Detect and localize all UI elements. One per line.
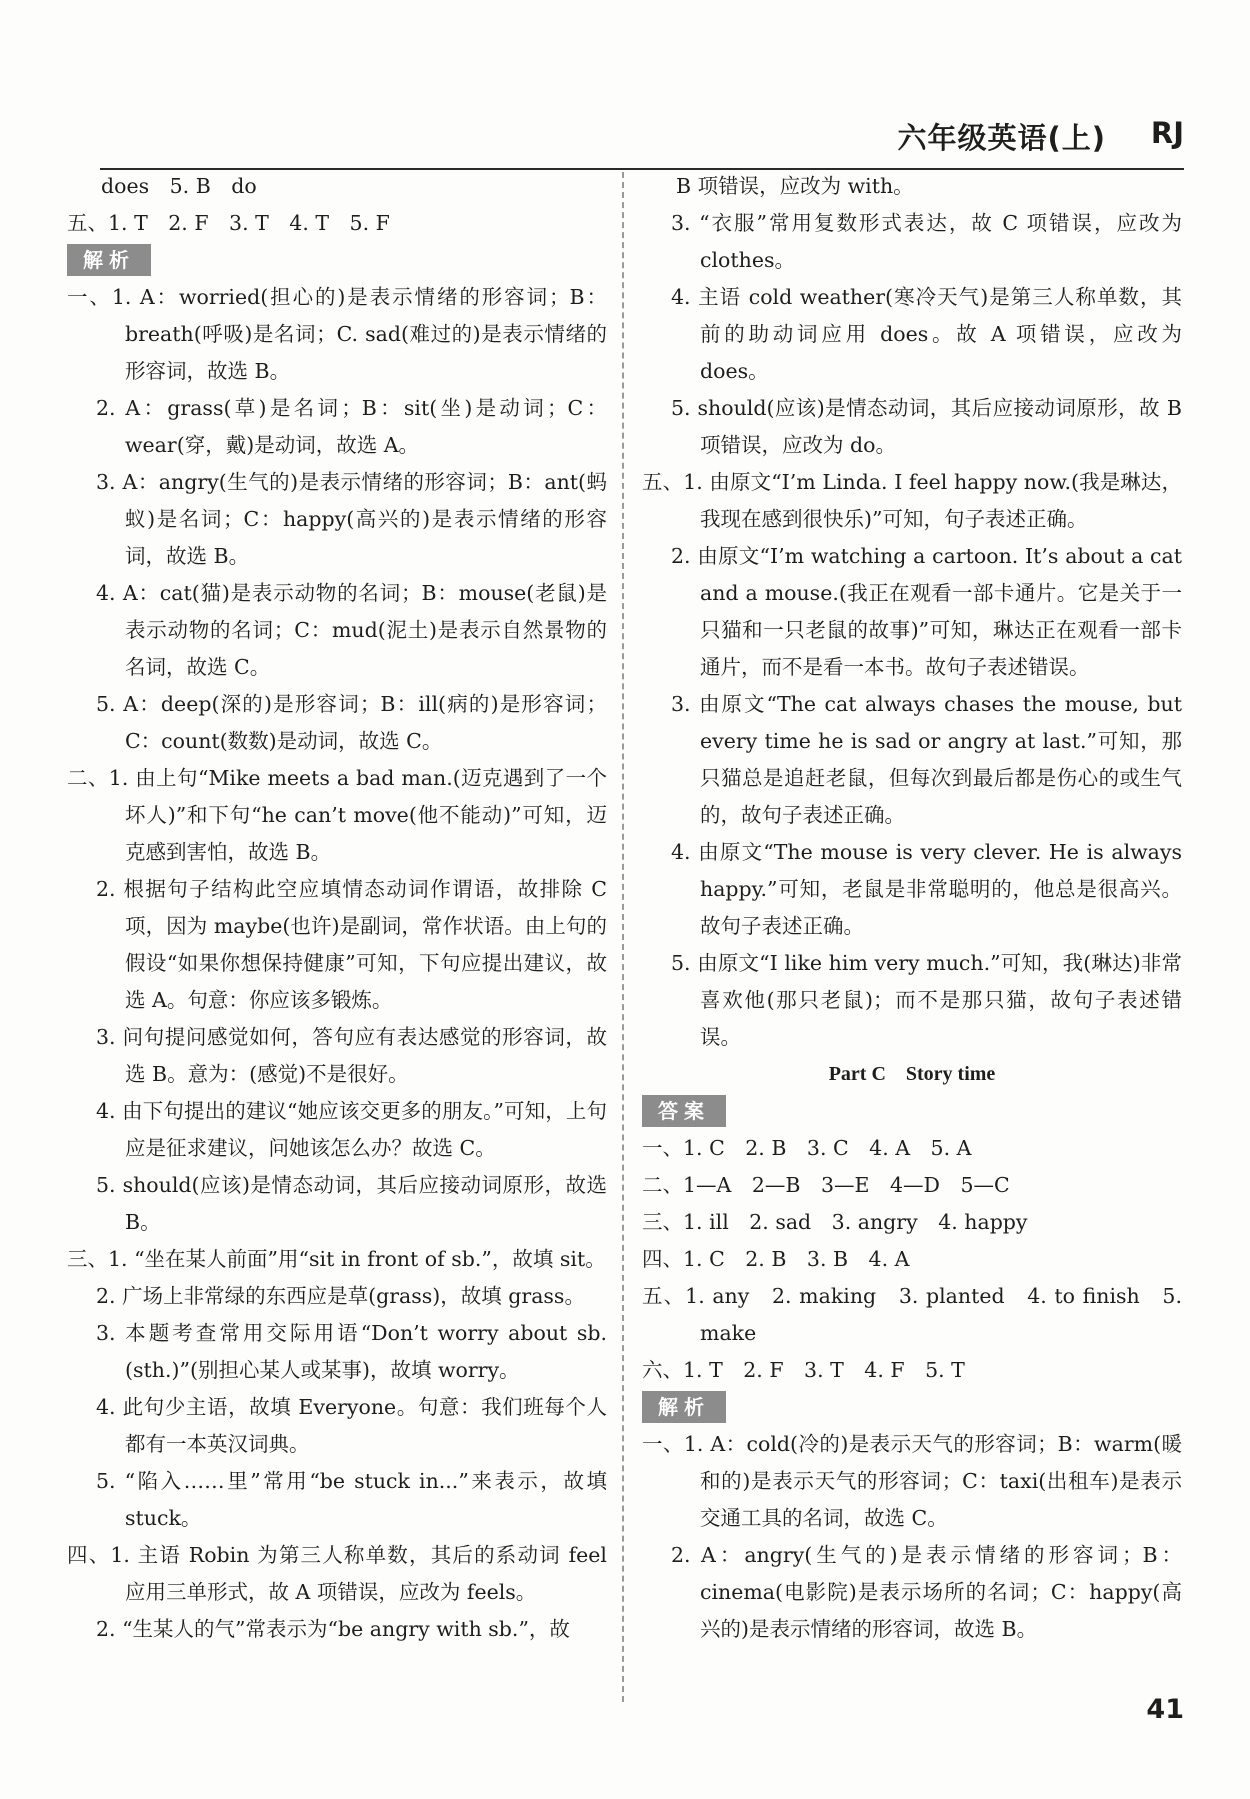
section-paragraph: 一、1. A：worried(担心的)是表示情绪的形容词；B：breath(呼吸)是名词；C. sad(难过的)是表示情绪的形容词，故选 B。 (67, 285, 607, 383)
answer-paragraph: 4. 由原文“The mouse is very clever. He is always happy.”可知，老鼠是非常聪明的，他总是很高兴。故句子表述正确。 (671, 840, 1182, 938)
section-badge: 解析 (67, 244, 151, 276)
section-paragraph: 二、1. 由上句“Mike meets a bad man.(迈克遇到了一个坏人)”和下句“he can’t move(他不能动)”可知，迈克感到害怕，故选 B。 (67, 766, 607, 864)
answer-paragraph: 2. A：angry(生气的)是表示情绪的形容词；B：cinema(电影院)是表示场所的名词；C：happy(高兴的)是表示情绪的形容词，故选 B。 (671, 1543, 1182, 1641)
page-number: 41 (1146, 1694, 1184, 1725)
part-heading: Part C Story time (828, 1063, 996, 1085)
section-badge-row (642, 1093, 1182, 1130)
section-paragraph: 一、1. C 2. B 3. C 4. A 5. A (642, 1136, 972, 1160)
answer-paragraph: 5. A：deep(深的)是形容词；B：ill(病的)是形容词；C：count(数数)是动词，故选 C。 (96, 692, 607, 753)
section-paragraph: 五、1. any 2. making 3. planted 4. to finish 5. make (642, 1284, 1182, 1345)
answer-paragraph: 2. A：grass(草)是名词；B：sit(坐)是动词；C：wear(穿，戴)是动词，故选 A。 (96, 396, 607, 457)
answer-paragraph: 3. 问句提问感觉如何，答句应有表达感觉的形容词，故选 B。意为：(感觉)不是很好。 (96, 1025, 607, 1086)
answer-paragraph: 4. A：cat(猫)是表示动物的名词；B：mouse(老鼠)是表示动物的名词；C：mud(泥土)是表示自然景物的名词，故选 C。 (96, 581, 607, 679)
section-badge-row (67, 242, 607, 279)
section-badge: 解析 (642, 1391, 726, 1423)
section-paragraph: 六、1. T 2. F 3. T 4. F 5. T (642, 1358, 965, 1382)
answer-paragraph: 5. 由原文“I like him very much.”可知，我(琳达)非常喜欢他(那只老鼠)；而不是那只猫，故句子表述错误。 (671, 951, 1182, 1049)
section-paragraph: 四、1. C 2. B 3. B 4. A (642, 1247, 910, 1271)
section-paragraph: 三、1. ill 2. sad 3. angry 4. happy (642, 1210, 1028, 1234)
answer-paragraph: 3. 本题考查常用交际用语“Don’t worry about sb.(sth.)”(别担心某人或某事)，故填 worry。 (96, 1321, 607, 1382)
answer-paragraph: 2. 根据句子结构此空应填情态动词作谓语，故排除 C 项，因为 maybe(也许)是副词，常作状语。由上句的假设“如果你想保持健康”可知，下句应提出建议，故选 A。句意：你应该多锻炼。 (96, 877, 607, 1012)
section-paragraph: 五、1. 由原文“I’m Linda. I feel happy now.(我是琳达，我现在感到很快乐)”可知，句子表述正确。 (642, 470, 1182, 531)
section-paragraph: 三、1. “坐在某人前面”用“sit in front of sb.”，故填 sit。 (67, 1247, 606, 1271)
edition-label: RJ (1150, 116, 1184, 150)
right-column (642, 168, 1182, 1648)
answer-paragraph: 4. 此句少主语，故填 Everyone。句意：我们班每个人都有一本英汉词典。 (96, 1395, 607, 1456)
answer-paragraph: B 项错误，应改为 with。 (676, 174, 914, 198)
answer-paragraph: 4. 主语 cold weather(寒冷天气)是第三人称单数，其前的助动词应用 does。故 A 项错误，应改为 does。 (671, 285, 1182, 383)
answer-paragraph: 5. should(应该)是情态动词，其后应接动词原形，故选 B。 (96, 1173, 607, 1234)
section-paragraph: 一、1. A：cold(冷的)是表示天气的形容词；B：warm(暖和的)是表示天气的形容词；C：taxi(出租车)是表示交通工具的名词，故选 C。 (642, 1432, 1182, 1530)
section-paragraph: 五、1. T 2. F 3. T 4. T 5. F (67, 211, 390, 235)
answer-paragraph: 2. “生某人的气”常表示为“be angry with sb.”，故 (96, 1617, 570, 1641)
page-header (100, 112, 1184, 170)
column-divider (622, 172, 624, 1702)
section-paragraph: 四、1. 主语 Robin 为第三人称单数，其后的系动词 feel 应用三单形式，故 A 项错误，应改为 feels。 (67, 1543, 607, 1604)
answer-paragraph: 2. 由原文“I’m watching a cartoon. It’s about a cat and a mouse.(我正在观看一部卡通片。它是关于一只猫和一只老鼠的故事)”可知，琳达正在观看一部卡通片，而不是看一本书。故句子表述错误。 (671, 544, 1182, 679)
answer-paragraph: 4. 由下句提出的建议“她应该交更多的朋友。”可知，上句应是征求建议，问她该怎么办？故选 C。 (96, 1099, 607, 1160)
answer-paragraph: 5. “陷入……里”常用“be stuck in...”来表示，故填 stuck。 (96, 1469, 607, 1530)
section-badge: 答案 (642, 1095, 726, 1127)
section-badge-row (642, 1389, 1182, 1426)
book-title: 六年级英语(上) (897, 121, 1106, 155)
section-paragraph: 二、1—A 2—B 3—E 4—D 5—C (642, 1173, 1010, 1197)
answer-paragraph: 5. should(应该)是情态动词，其后应接动词原形，故 B 项错误，应改为 do。 (671, 396, 1182, 457)
answer-paragraph: 2. 广场上非常绿的东西应是草(grass)，故填 grass。 (96, 1284, 585, 1308)
answer-paragraph: 3. A：angry(生气的)是表示情绪的形容词；B：ant(蚂蚁)是名词；C：happy(高兴的)是表示情绪的形容词，故选 B。 (96, 470, 607, 568)
answer-paragraph: 3. “衣服”常用复数形式表达，故 C 项错误，应改为 clothes。 (671, 211, 1182, 272)
answer-paragraph: does 5. B do (101, 174, 257, 198)
answer-paragraph: 3. 由原文“The cat always chases the mouse, but every time he is sad or angry at last.”可知，那只猫总是追赶老鼠，但每次到最后都是伤心的或生气的，故句子表述正确。 (671, 692, 1182, 827)
left-column (67, 168, 607, 1648)
